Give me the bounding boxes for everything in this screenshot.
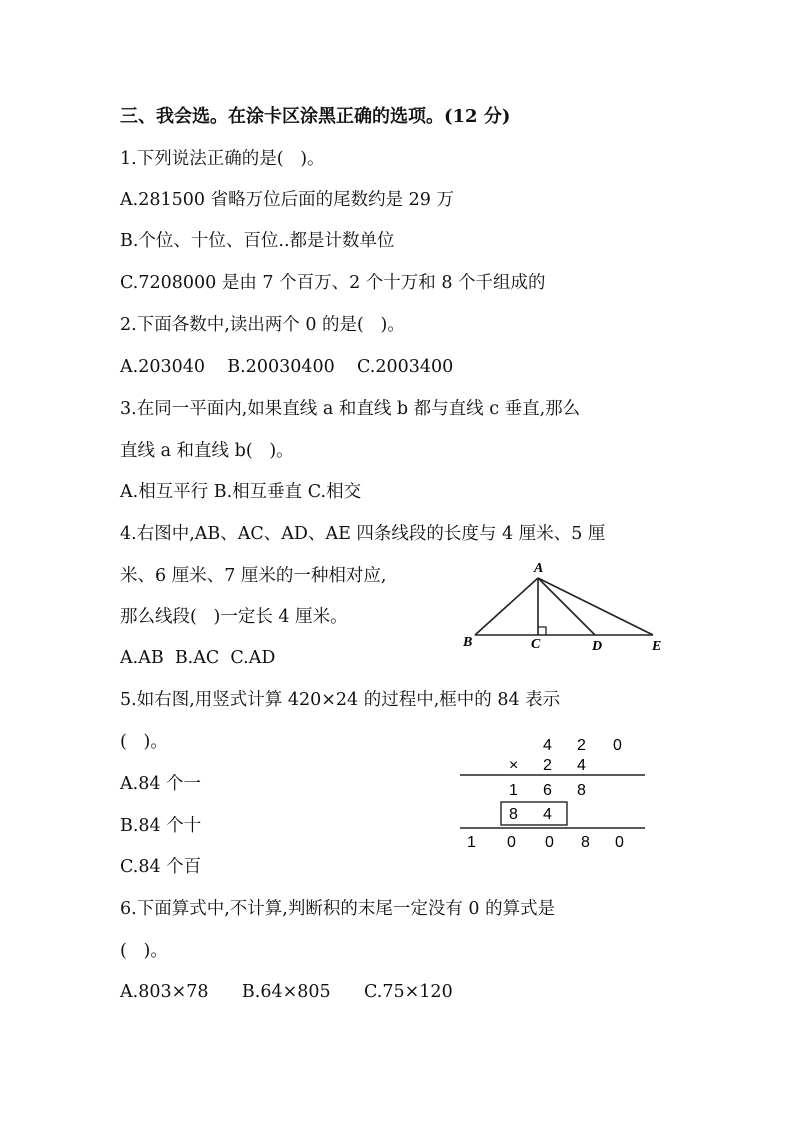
question-5-stem: 5.如右图,用竖式计算 420×24 的过程中,框中的 84 表示 (120, 690, 561, 710)
calc-row1-digit: 4 (543, 737, 552, 754)
question-2-stem: 2.下面各数中,读出两个 0 的是( )。 (120, 315, 405, 335)
question-4-stem-cont: 米、6 厘米、7 厘米的一种相对应, (120, 566, 387, 586)
calc-result-digit: 0 (615, 834, 624, 851)
vertical-multiplication (455, 732, 650, 857)
calc-result-digit: 0 (507, 834, 516, 851)
calc-result-digit: 1 (467, 834, 476, 851)
calc-result-digit: 0 (545, 834, 554, 851)
figure-label-d: D (592, 639, 603, 654)
figure-label-b: B (463, 635, 473, 650)
calc-row1-digit: 0 (613, 737, 622, 754)
calc-row2-digit: 2 (543, 757, 552, 774)
question-4-stem-cont2: 那么线段( )一定长 4 厘米。 (120, 607, 348, 627)
question-5-option-a: A.84 个一 (120, 774, 202, 794)
calc-row2-digit: 4 (577, 757, 586, 774)
question-1-option-c: C.7208000 是由 7 个百万、2 个十万和 8 个千组成的 (120, 273, 546, 293)
question-6-stem: 6.下面算式中,不计算,判断积的末尾一定没有 0 的算式是 (120, 899, 556, 919)
question-1-option-b: B.个位、十位、百位..都是计数单位 (120, 231, 395, 251)
calc-row4-digit: 4 (543, 806, 552, 823)
calc-row1-digit: 2 (577, 737, 586, 754)
section-title: 三、我会选。在涂卡区涂黑正确的选项。(12 分) (120, 106, 511, 127)
calc-times-sign: × (509, 757, 519, 774)
question-3-stem-cont: 直线 a 和直线 b( )。 (120, 441, 294, 461)
question-4-stem: 4.右图中,AB、AC、AD、AE 四条线段的长度与 4 厘米、5 厘 (120, 524, 606, 544)
calc-row3-digit: 1 (509, 782, 518, 799)
question-6-options: A.803×78 B.64×805 C.75×120 (120, 982, 453, 1002)
figure-label-e: E (652, 639, 662, 654)
calc-row4-digit: 8 (509, 806, 518, 823)
calc-result-digit: 8 (581, 834, 590, 851)
question-5-option-c: C.84 个百 (120, 857, 202, 877)
calc-row3-digit: 6 (543, 782, 552, 799)
question-4-options: A.AB B.AC C.AD (120, 648, 276, 668)
question-3-stem: 3.在同一平面内,如果直线 a 和直线 b 都与直线 c 垂直,那么 (120, 399, 581, 419)
question-5-option-b: B.84 个十 (120, 816, 202, 836)
question-2-options: A.203040 B.20030400 C.2003400 (120, 357, 454, 377)
question-3-options: A.相互平行 B.相互垂直 C.相交 (120, 482, 362, 502)
triangle-figure (455, 560, 675, 660)
question-1-option-a: A.281500 省略万位后面的尾数约是 29 万 (120, 190, 454, 210)
question-1-stem: 1.下列说法正确的是( )。 (120, 149, 325, 169)
figure-label-a: A (534, 561, 544, 576)
question-6-stem-cont: ( )。 (120, 941, 168, 961)
question-5-stem-cont: ( )。 (120, 732, 168, 752)
calc-row3-digit: 8 (577, 782, 586, 799)
figure-label-c: C (531, 637, 541, 652)
